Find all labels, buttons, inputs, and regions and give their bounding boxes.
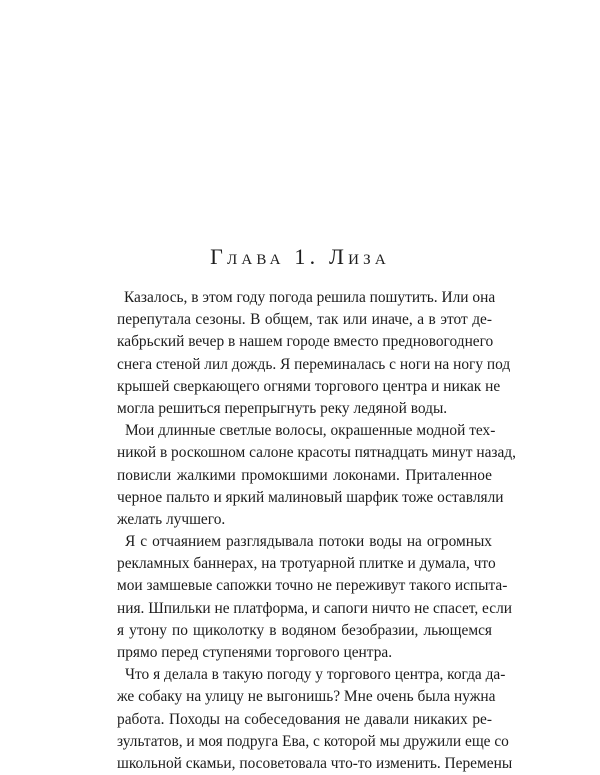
text-line: повисли жалкими промокшими локонами. Приталенное — [117, 466, 492, 484]
text-line: Я с отчаянием разглядывала потоки воды на огромных — [125, 533, 492, 551]
text-line: крышей сверкающего огнями торгового центра и никак не — [117, 377, 501, 395]
text-line: школьной скамьи, посоветовала что-то изменить. Перемены — [117, 754, 513, 772]
chapter-body — [117, 287, 516, 775]
text-line: черное пальто и яркий малиновый шарфик тоже оставляли — [117, 488, 504, 506]
text-line: прямо перед ступенями торгового центра. — [117, 644, 393, 661]
text-line: работа. Походы на собеседования не давали никаких ре- — [117, 710, 492, 728]
text-line: зультатов, и моя подруга Ева, с которой мы дружили еще со — [117, 732, 509, 750]
chapter-title: Глава 1. Лиза — [210, 244, 390, 269]
text-line: Мои длинные светлые волосы, окрашенные модной тех- — [125, 422, 496, 440]
text-line: ния. Шпильки не платформа, и сапоги ничто не спасет, если — [117, 599, 513, 617]
text-line: желать лучшего. — [117, 510, 226, 528]
text-line: перепутала сезоны. В общем, так или иначе, а в этот де- — [117, 311, 492, 329]
text-line: рекламных баннерах, на тротуарной плитке и думала, что — [117, 555, 496, 573]
text-line: я утону по щиколотку в водяном безобразии, льющемся — [117, 621, 492, 639]
text-line: Что я делала в такую погоду у торгового центра, когда да- — [125, 666, 506, 684]
text-line: могла решиться перепрыгнуть реку ледяной воды. — [117, 399, 448, 417]
text-line: снега стеной лил дождь. Я переминалась с ноги на ногу под — [117, 355, 511, 373]
text-line: же собаку на улицу не выгонишь? Мне очень была нужна — [117, 688, 496, 706]
text-line: кабрьский вечер в нашем городе вместо предновогоднего — [117, 333, 494, 351]
text-line: мои замшевые сапожки точно не переживут такого испыта- — [117, 577, 508, 595]
text-line: Казалось, в этом году погода решила пошутить. Или она — [124, 289, 496, 306]
text-line: никой в роскошном салоне красоты пятнадцать минут назад, — [117, 444, 516, 462]
